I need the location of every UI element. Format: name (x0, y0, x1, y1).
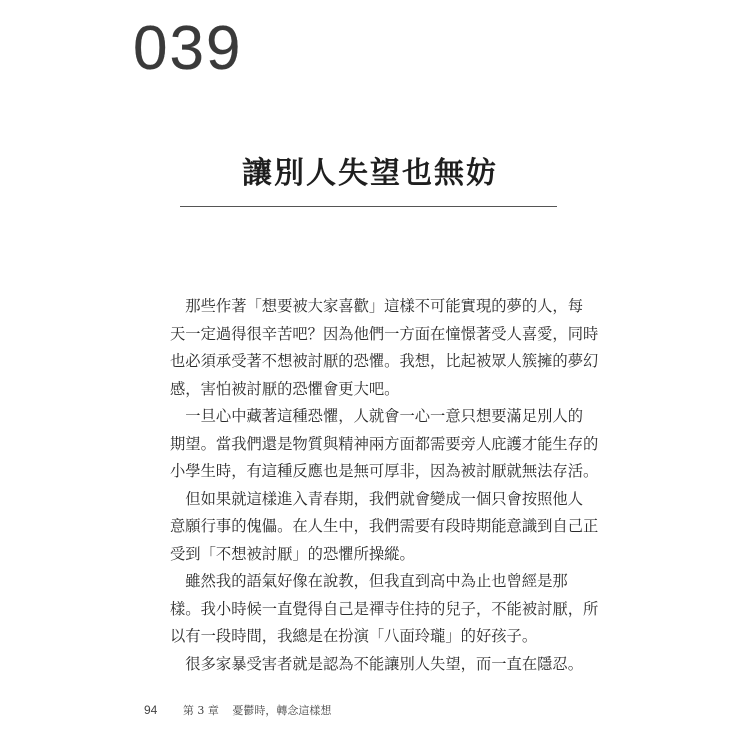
text-line: 小學生時，有這種反應也是無可厚非，因為被討厭就無法存活。 (170, 462, 599, 480)
text-line: 感，害怕被討厭的恐懼會更大吧。 (170, 379, 400, 398)
text-line: 很多家暴受害者就是認為不能讓別人失望，而一直在隱忍。 (170, 654, 584, 673)
text-line: 樣。我小時候一直覺得自己是禪寺住持的兒子，不能被討厭，所 (170, 599, 599, 618)
page-number: 94 (144, 703, 158, 717)
text-line: 天一定過得很辛苦吧？因為他們一方面在憧憬著受人喜愛，同時 (170, 324, 599, 343)
text-line: 受到「不想被討厭」的恐懼所操縱。 (170, 544, 415, 563)
chapter-title: 憂鬱時，轉念這樣想 (232, 704, 332, 717)
text-line: 期望。當我們還是物質與精神兩方面都需要旁人庇護才能生存的 (170, 434, 599, 453)
title-divider (180, 206, 557, 207)
text-line: 也必須承受著不想被討厭的恐懼。我想，比起被眾人簇擁的夢幻 (170, 352, 599, 370)
chapter-label: 第 3 章 (182, 704, 219, 717)
page-title: 讓別人失望也無妨 (242, 156, 498, 191)
text-line: 以有一段時間，我總是在扮演「八面玲瓏」的好孩子。 (170, 627, 538, 645)
text-line: 那些作著「想要被大家喜歡」這樣不可能實現的夢的人，每 (170, 297, 584, 315)
text-line: 意願行事的傀儡。在人生中，我們需要有段時期能意識到自己正 (170, 517, 599, 535)
text-line: 但如果就這樣進入青春期，我們就會變成一個只會按照他人 (170, 489, 584, 508)
text-line: 雖然我的語氣好像在說教，但我直到高中為止也曾經是那 (170, 572, 568, 590)
text-line: 一旦心中藏著這種恐懼，人就會一心一意只想要滿足別人的 (170, 407, 584, 425)
page-footer (144, 702, 331, 719)
chapter-number: 039 (133, 14, 243, 83)
body-text (170, 293, 599, 678)
